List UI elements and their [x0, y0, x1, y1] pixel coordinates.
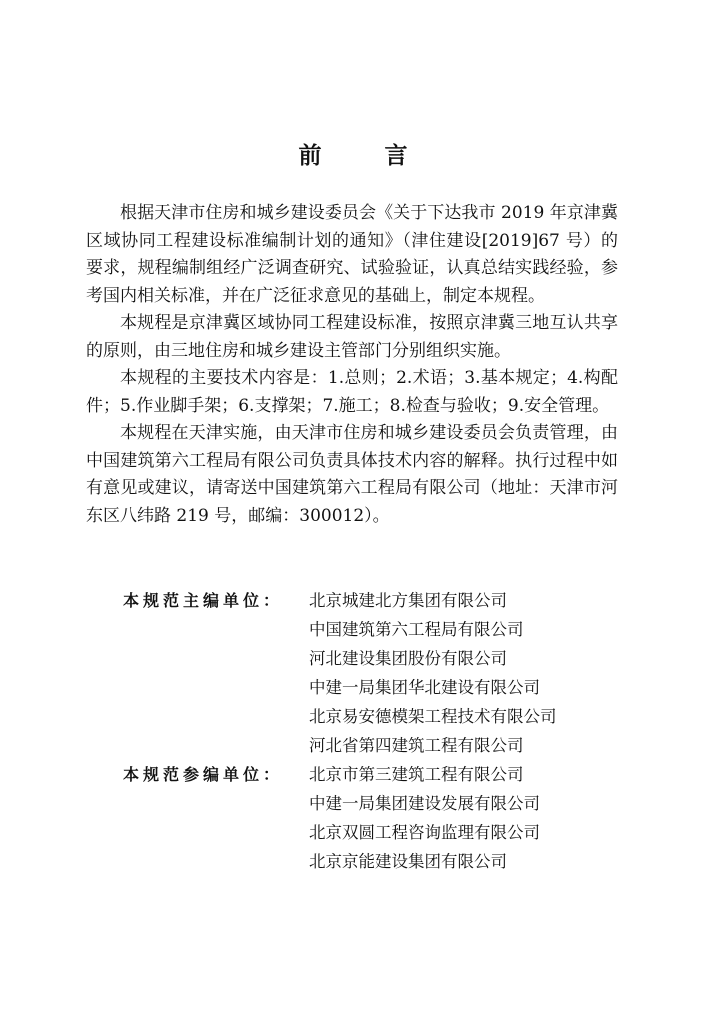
preface-paragraph-2: 本规程是京津冀区域协同工程建设标准，按照京津冀三地互认共享的原则，由三地住房和城乡建设主管部门分别组织实施。	[86, 313, 618, 361]
editor-unit-item: 中建一局集团华北建设有限公司	[309, 678, 540, 697]
preface-body	[86, 200, 618, 530]
editor-unit-item: 北京城建北方集团有限公司	[309, 591, 507, 610]
page-title: 前 言	[298, 143, 428, 169]
participating-units-label: 本规范参编单位：	[123, 765, 284, 784]
participating-unit-item: 北京市第三建筑工程有限公司	[309, 765, 524, 784]
editor-unit-item: 中国建筑第六工程局有限公司	[309, 620, 524, 639]
preface-paragraph-1: 根据天津市住房和城乡建设委员会《关于下达我市 2019 年京津冀区域协同工程建设标准编制计划的通知》（津住建设[2019]67 号）的要求，规程编制组经广泛调查研究、试验验证，认真总结实践经验，参考国内相关标准，并在广泛征求意见的基础上，制定本规程。	[86, 203, 618, 306]
editor-units-label: 本规范主编单位：	[123, 591, 284, 610]
units-section	[123, 586, 643, 876]
editor-units-group	[123, 586, 643, 760]
editor-unit-item: 河北建设集团股份有限公司	[309, 649, 507, 668]
participating-unit-item: 中建一局集团建设发展有限公司	[309, 794, 540, 813]
editor-unit-item: 河北省第四建筑工程有限公司	[309, 736, 524, 755]
preface-paragraph-4: 本规程在天津实施，由天津市住房和城乡建设委员会负责管理，由中国建筑第六工程局有限公司负责具体技术内容的解释。执行过程中如有意见或建议，请寄送中国建筑第六工程局有限公司（地址：天津市河东区八纬路 219 号，邮编：300012）。	[86, 423, 618, 526]
participating-units-group	[123, 760, 643, 876]
participating-unit-item: 北京京能建设集团有限公司	[309, 852, 507, 871]
participating-unit-item: 北京双圆工程咨询监理有限公司	[309, 823, 540, 842]
editor-unit-item: 北京易安德模架工程技术有限公司	[309, 707, 557, 726]
preface-paragraph-3: 本规程的主要技术内容是：1.总则；2.术语；3.基本规定；4.构配件；5.作业脚手架；6.支撑架；7.施工；8.检查与验收；9.安全管理。	[86, 368, 618, 416]
